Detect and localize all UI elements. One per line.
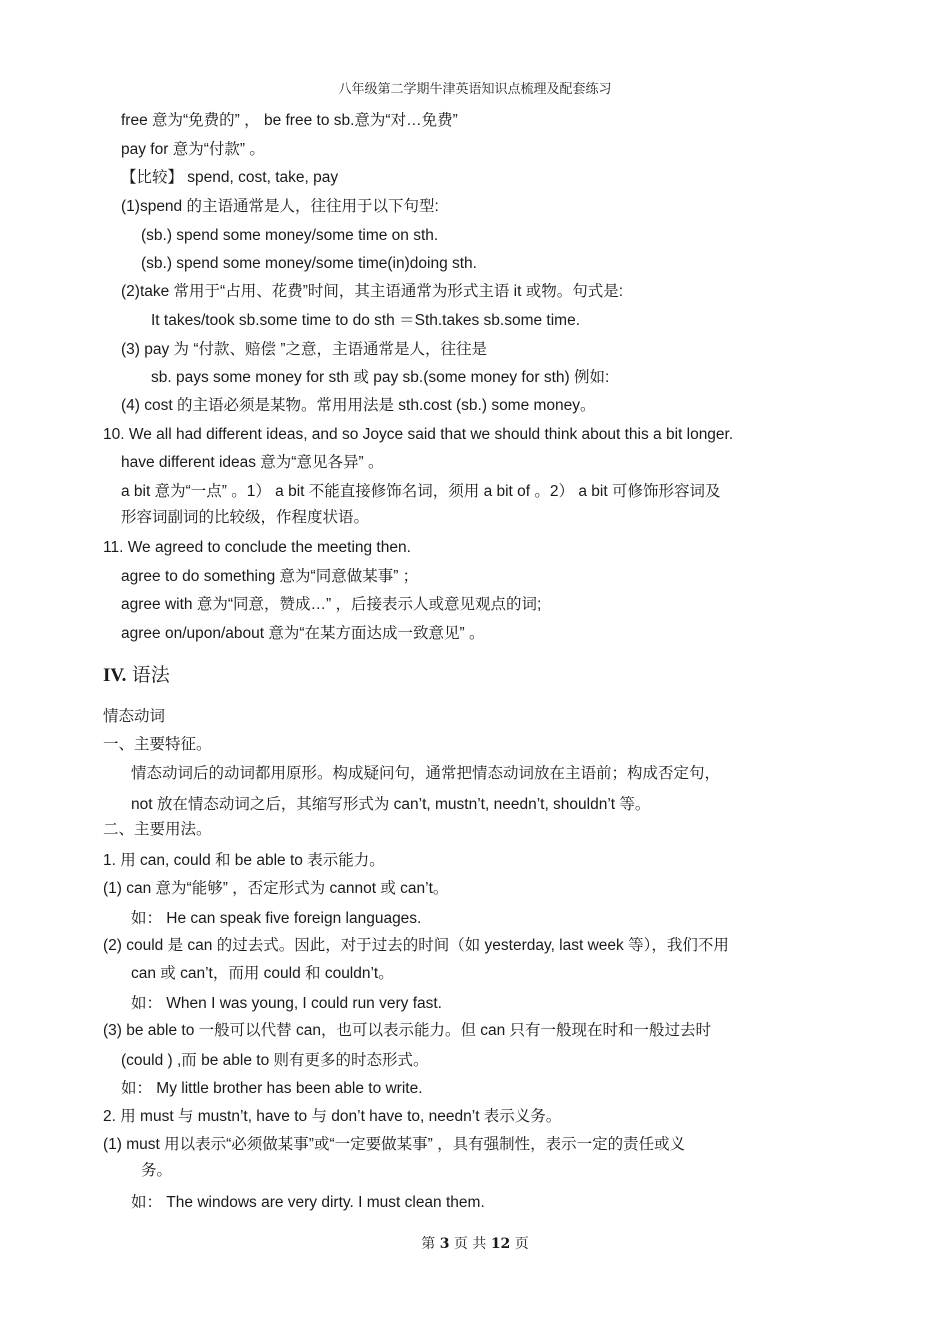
text-line: 10. We all had different ideas, and so Joyce said that we should think about this a bit longer. <box>103 426 734 443</box>
text-line: (could ) ,而 be able to 则有更多的时态形式。 <box>121 1052 429 1069</box>
text-line: 如： When I was young, I could run very fast. <box>131 995 442 1012</box>
text-line: (2)take 常用于“占用、花费”时间，其主语通常为形式主语 it 或物。句式是: <box>121 283 624 300</box>
text-line: can 或 can’t，而用 could 和 couldn’t。 <box>131 965 394 982</box>
text-line: (sb.) spend some money/some time on sth. <box>141 227 439 244</box>
text-line: 1. 用 can, could 和 be able to 表示能力。 <box>103 852 385 869</box>
text-line: 11. We agreed to conclude the meeting then. <box>103 539 411 556</box>
page-footer <box>0 1233 950 1253</box>
text-line: (2) could 是 can 的过去式。因此，对于过去的时间（如 yesterday, last week 等），我们不用 <box>103 937 729 954</box>
text-line: 二、主要用法。 <box>103 821 212 838</box>
text-line: (1)spend 的主语通常是人，往往用于以下句型: <box>121 198 439 215</box>
text-line: agree to do something 意为“同意做某事” ； <box>121 568 419 585</box>
section-title: 语法 <box>131 665 170 686</box>
text-line: It takes/took sb.some time to do sth ＝Sth.takes sb.some time. <box>151 312 581 329</box>
section-numeral: IV. <box>103 665 127 686</box>
text-line: 务。 <box>141 1162 173 1179</box>
text-line: (sb.) spend some money/some time(in)doing sth. <box>141 255 477 272</box>
section-heading <box>103 664 170 688</box>
text-line: agree on/upon/about 意为“在某方面达成一致意见” 。 <box>121 625 485 642</box>
text-line: (3) be able to 一般可以代替 can，也可以表示能力。但 can 只有一般现在时和一般过去时 <box>103 1022 712 1039</box>
text-line: 如： He can speak five foreign languages. <box>131 910 422 927</box>
text-line: 一、主要特征。 <box>103 736 212 753</box>
text-line: a bit 意为“一点” 。1） a bit 不能直接修饰名词，须用 a bit of 。2） a bit 可修饰形容词及 <box>121 483 721 500</box>
page-header: 八年级第二学期牛津英语知识点梳理及配套练习 <box>338 82 612 97</box>
text-line: 情态动词后的动词都用原形。构成疑问句，通常把情态动词放在主语前；构成否定句， <box>131 765 721 782</box>
text-line: sb. pays some money for sth 或 pay sb.(some money for sth) 例如: <box>151 369 610 386</box>
text-line: 形容词副词的比较级，作程度状语。 <box>121 509 370 526</box>
footer-suffix: 页 <box>514 1236 529 1252</box>
footer-prefix: 第 <box>421 1236 436 1252</box>
text-line: have different ideas 意为“意见各异” 。 <box>121 454 384 471</box>
text-line: (1) can 意为“能够” ，否定形式为 cannot 或 can’t。 <box>103 880 449 897</box>
text-line: 如： My little brother has been able to write. <box>121 1080 423 1097</box>
text-line: 2. 用 must 与 mustn’t, have to 与 don’t have to, needn’t 表示义务。 <box>103 1108 562 1125</box>
text-line: (1) must 用以表示“必须做某事”或“一定要做某事” ，具有强制性，表示一定的责任或义 <box>103 1136 686 1153</box>
text-line: (4) cost 的主语必须是某物。常用用法是 sth.cost (sb.) some money。 <box>121 397 596 414</box>
text-line: not 放在情态动词之后，其缩写形式为 can’t, mustn’t, needn’t, shouldn’t 等。 <box>131 796 651 813</box>
text-line: 情态动词 <box>103 708 166 725</box>
text-line: (3) pay 为 “付款、赔偿 ”之意，主语通常是人，往往是 <box>121 341 487 358</box>
text-line: 【比较】 spend, cost, take, pay <box>121 169 339 186</box>
text-line: free 意为“免费的” ， be free to sb.意为“对…免费” <box>121 112 458 129</box>
text-line: 如： The windows are very dirty. I must clean them. <box>131 1194 485 1211</box>
total-page-count: 12 <box>490 1236 511 1252</box>
text-line: pay for 意为“付款” 。 <box>121 141 265 158</box>
current-page-number: 3 <box>439 1236 450 1252</box>
text-line: agree with 意为“同意，赞成…” ，后接表示人或意见观点的词; <box>121 596 542 613</box>
footer-mid: 页 共 <box>453 1236 487 1252</box>
